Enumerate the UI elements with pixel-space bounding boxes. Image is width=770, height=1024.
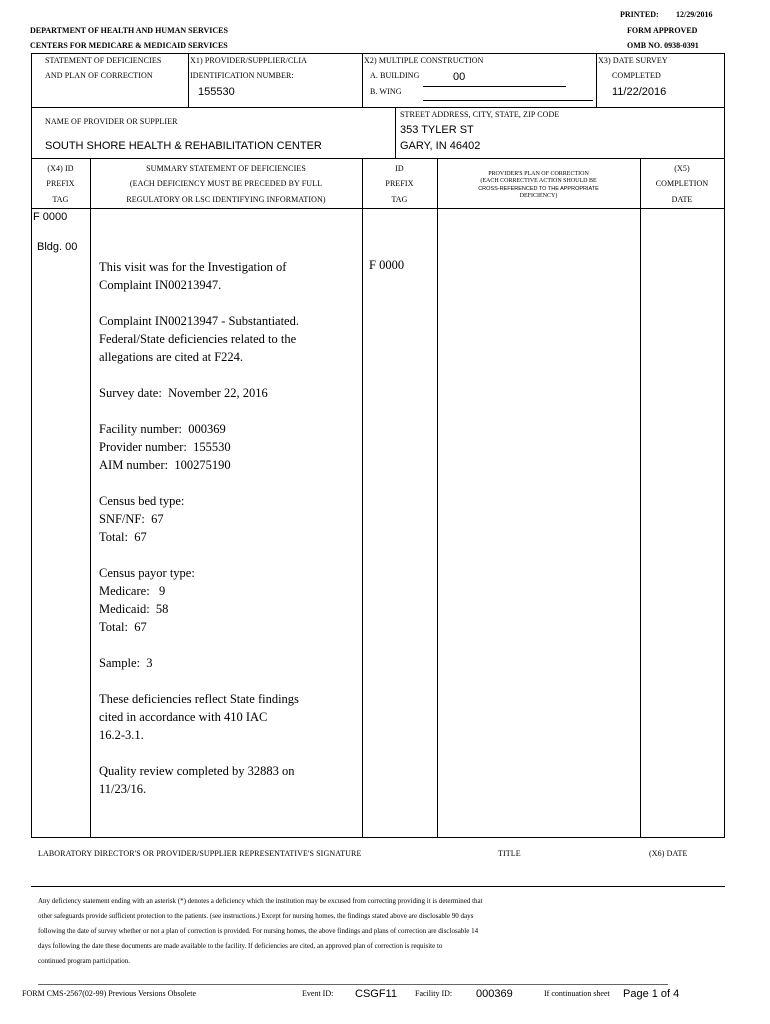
summary-subheader: (EACH DEFICIENCY MUST BE PRECEDED BY FULL xyxy=(129,179,323,188)
x6-date-label: (X6) DATE xyxy=(649,849,688,858)
plan-subheader: (EACH CORRECTIVE ACTION SHOULD BE xyxy=(480,178,597,184)
completed-label: COMPLETED xyxy=(612,71,661,80)
form-number: FORM CMS-2567(02-99) Previous Versions Obsolete xyxy=(22,989,197,998)
x4-prefix-header: PREFIX xyxy=(46,179,75,188)
paragraph-census-payor: Census payor type: Medicare: 9 Medicaid: 58 Total: 67 xyxy=(99,566,195,634)
x4-id-header: (X4) ID xyxy=(47,164,74,173)
building-tag: Bldg. 00 xyxy=(37,241,78,253)
printed-date: 12/29/2016 xyxy=(676,10,713,19)
building-value: 00 xyxy=(453,71,466,83)
plan-subheader-2: CROSS-REFERENCED TO THE APPROPRIATE xyxy=(478,186,599,192)
plan-header: PROVIDER'S PLAN OF CORRECTION xyxy=(488,171,589,177)
centers-title: CENTERS FOR MEDICARE & MEDICAID SERVICES xyxy=(30,41,228,50)
omb-number: OMB NO. 0938-0391 xyxy=(627,41,699,50)
address-street: 353 TYLER ST xyxy=(400,124,474,136)
building-label: A. BUILDING xyxy=(370,71,420,80)
disclaimer-line: other safeguards provide sufficient protection to the patients. (see instructions.) Except for nursing homes, the findings stated above are disclosable 90 days xyxy=(38,912,474,920)
completion-header: COMPLETION xyxy=(655,179,709,188)
id-prefix-tag: F 0000 xyxy=(369,258,405,272)
paragraph-sample: Sample: 3 xyxy=(99,656,153,670)
paragraph-survey-date: Survey date: November 22, 2016 xyxy=(99,386,268,400)
x5-header: (X5) xyxy=(674,164,690,173)
department-title: DEPARTMENT OF HEALTH AND HUMAN SERVICES xyxy=(30,26,228,35)
provider-name-label: NAME OF PROVIDER OR SUPPLIER xyxy=(45,117,178,126)
address-city: GARY, IN 46402 xyxy=(400,140,481,152)
summary-statement xyxy=(99,258,359,798)
survey-date-value: 11/22/2016 xyxy=(612,86,667,98)
paragraph-quality-review: Quality review completed by 32883 on 11/23/16. xyxy=(99,764,295,796)
page-number: Page 1 of 4 xyxy=(623,988,680,1000)
disclaimer-line: days following the date these documents are made available to the facility. If deficiencies are cited, an approved plan of correction is requisite to xyxy=(38,942,443,950)
wing-label: B. WING xyxy=(370,87,402,96)
date-header: DATE xyxy=(671,195,693,204)
disclaimer-line: continued program participation. xyxy=(38,957,130,965)
id-header: ID xyxy=(395,164,404,173)
provider-name-value: SOUTH SHORE HEALTH & REHABILITATION CENTER xyxy=(45,140,322,152)
form-approved: FORM APPROVED xyxy=(627,26,698,35)
provider-id-value: 155530 xyxy=(198,86,235,98)
disclaimer-line: Any deficiency statement ending with an asterisk (*) denotes a deficiency which the institution may be excused from correcting providing it is determined that xyxy=(38,897,483,905)
paragraph-census-bed: Census bed type: SNF/NF: 67 Total: 67 xyxy=(99,494,185,544)
paragraph-facility: Facility number: 000369 Provider number: 155530 AIM number: 100275190 xyxy=(99,422,231,472)
event-id-label: Event ID: xyxy=(302,989,334,998)
continuation-label: If continuation sheet xyxy=(544,989,610,998)
signature-label: LABORATORY DIRECTOR'S OR PROVIDER/SUPPLIER REPRESENTATIVE'S SIGNATURE xyxy=(38,849,362,858)
plan-label: AND PLAN OF CORRECTION xyxy=(45,71,153,80)
prefix-tag: F 0000 xyxy=(33,211,68,223)
id-prefix-header: PREFIX xyxy=(385,179,414,188)
plan-subheader-3: DEFICIENCY) xyxy=(519,193,558,199)
paragraph-findings: These deficiencies reflect State findings cited in accordance with 410 IAC 16.2-3.1. xyxy=(99,692,299,742)
disclaimer xyxy=(38,894,718,969)
facility-id-label: Facility ID: xyxy=(415,989,453,998)
paragraph-complaint: Complaint IN00213947 - Substantiated. Federal/State deficiencies related to the allegations are cited at F224. xyxy=(99,314,299,364)
printed-label: PRINTED: xyxy=(620,10,659,19)
id-tag-header: TAG xyxy=(391,195,408,204)
summary-header: SUMMARY STATEMENT OF DEFICIENCIES xyxy=(146,164,306,173)
summary-subheader-2: REGULATORY OR LSC IDENTIFYING INFORMATION) xyxy=(126,195,326,204)
disclaimer-line: following the date of survey whether or not a plan of correction is provided. For nursing homes, the above findings and plans of correction are disclosable 14 xyxy=(38,927,479,935)
identification-number-label: IDENTIFICATION NUMBER: xyxy=(190,71,294,80)
provider-id-label: X1) PROVIDER/SUPPLIER/CLIA xyxy=(190,56,308,65)
statement-label: STATEMENT OF DEFICIENCIES xyxy=(45,56,162,65)
paragraph-visit: This visit was for the Investigation of Complaint IN00213947. xyxy=(99,260,287,292)
address-label: STREET ADDRESS, CITY, STATE, ZIP CODE xyxy=(400,110,560,119)
multiple-construction-label: X2) MULTIPLE CONSTRUCTION xyxy=(364,56,484,65)
facility-id-value: 000369 xyxy=(476,988,513,1000)
event-id-value: CSGF11 xyxy=(355,988,397,1000)
date-survey-label: X3) DATE SURVEY xyxy=(598,56,668,65)
x4-tag-header: TAG xyxy=(52,195,69,204)
footer-divider xyxy=(38,984,668,985)
signature-divider xyxy=(31,886,725,887)
title-label: TITLE xyxy=(498,849,521,858)
